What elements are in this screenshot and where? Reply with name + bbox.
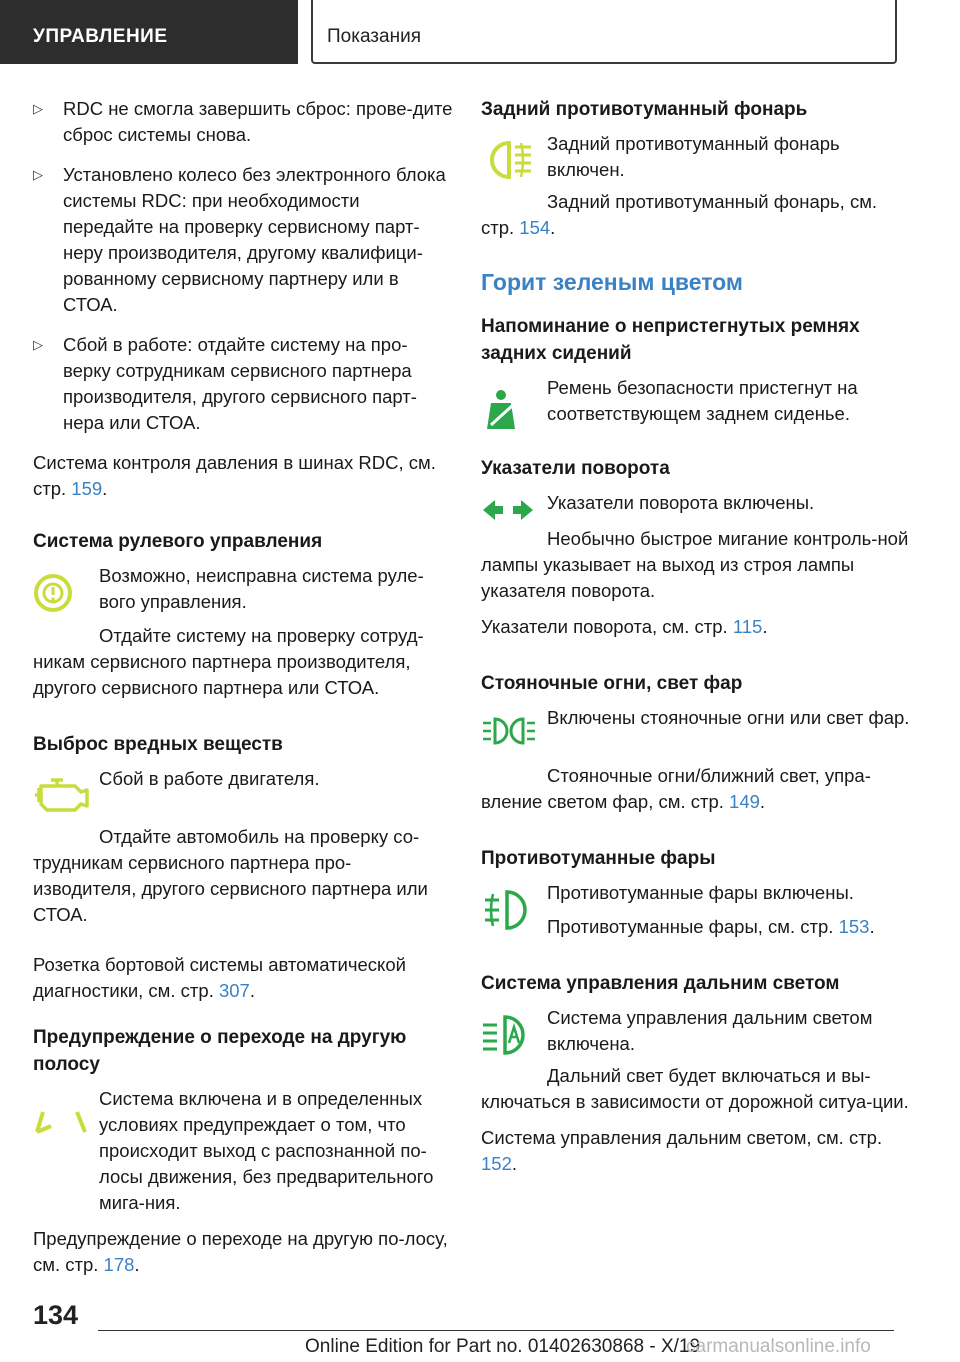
engine-check-icon <box>33 772 89 818</box>
page-link[interactable]: 153 <box>838 916 870 937</box>
belt-text: Ремень безопасности пристегнут на соответствующем заднем сиденье. <box>547 377 858 424</box>
frontfog-heading: Противотуманные фары <box>481 848 716 869</box>
frontfog-reference: Противотуманные фары, см. стр. 153. <box>547 916 875 937</box>
page-link[interactable]: 159 <box>71 478 103 499</box>
hba-text: Система управления дальним светом включена. <box>547 1007 873 1054</box>
page-link[interactable]: 152 <box>481 1153 512 1174</box>
footer-divider <box>98 1330 894 1331</box>
steering-heading: Система рулевого управления <box>33 531 323 552</box>
hba-heading: Система управления дальним светом <box>481 973 840 994</box>
section-label: УПРАВЛЕНИЕ <box>33 26 168 47</box>
belt-heading: Напоминание о непристегнутых ремнях задних сидений <box>481 316 860 364</box>
seatbelt-icon <box>481 389 537 435</box>
lane-departure-icon <box>33 1104 89 1150</box>
page-link[interactable]: 154 <box>519 217 551 238</box>
emission-text: Сбой в работе двигателя. <box>99 768 320 789</box>
left-column <box>33 96 453 1278</box>
park-text: Включены стояночные огни или свет фар. <box>547 707 910 728</box>
park-reference: Стояночные огни/ближний свет, упра-вление светом фар, см. стр. 149. <box>481 765 871 812</box>
high-beam-assist-icon <box>481 1011 537 1057</box>
list-item: ▷ Установлено колесо без электронного блока системы RDC: при необходимости передайте на проверку сервисному парт-неру производителя, другому квалифици-рованному сервисному партнеру или в СТОА. <box>33 164 446 315</box>
steering-warning-icon <box>33 569 89 615</box>
rearfog-text: Задний противотуманный фонарь включен. <box>547 133 840 180</box>
front-fog-icon <box>481 886 537 932</box>
green-section-heading: Горит зеленым цветом <box>481 269 743 295</box>
steering-text: Возможно, неисправна система руле-вого управления. <box>99 565 424 612</box>
rearfog-heading: Задний противотуманный фонарь <box>481 99 808 120</box>
page-link[interactable]: 178 <box>103 1254 135 1275</box>
parking-lights-icon <box>481 711 537 757</box>
watermark: carmanualsonline.info <box>686 1336 871 1357</box>
triangle-bullet-icon: ▷ <box>33 337 43 352</box>
rdc-reference: Система контроля давления в шинах RDC, см. стр. 159. <box>33 452 436 499</box>
frontfog-text: Противотуманные фары включены. <box>547 882 854 903</box>
hba-text: Дальний свет будет включаться и вы-ключаться в зависимости от дорожной ситуа-ции. <box>481 1065 909 1112</box>
emission-heading: Выброс вредных веществ <box>33 734 283 755</box>
hba-reference: Система управления дальним светом, см. стр. 152. <box>481 1127 883 1174</box>
right-column <box>481 96 911 1177</box>
triangle-bullet-icon: ▷ <box>33 167 43 182</box>
obd-reference: Розетка бортовой системы автоматической диагностики, см. стр. 307. <box>33 954 406 1001</box>
chapter-tab[interactable] <box>311 0 897 64</box>
page-header <box>0 0 960 66</box>
turn-text: Необычно быстрое мигание контроль-ной лампы указывает на выход из строя лампы указателя поворота. <box>481 528 909 601</box>
lane-text: Система включена и в определенных условиях предупреждает о том, что происходит выход с распознанной по-лосы движения, без предварительного мига-ния. <box>99 1088 434 1213</box>
page-link[interactable]: 149 <box>729 791 760 812</box>
rearfog-reference: Задний противотуманный фонарь, см. стр. 154. <box>481 191 878 238</box>
section-tab[interactable] <box>0 0 298 64</box>
emission-text: Отдайте автомобиль на проверку со-трудникам сервисного партнера про-изводителя, другого сервисного партнера или СТОА. <box>33 826 428 925</box>
rear-fog-icon <box>481 137 537 183</box>
turn-text: Указатели поворота включены. <box>547 492 815 513</box>
turn-heading: Указатели поворота <box>481 458 670 479</box>
page-link[interactable]: 115 <box>732 616 763 637</box>
list-item: ▷ RDC не смогла завершить сброс: прове-дите сброс системы снова. <box>33 98 453 145</box>
turn-reference: Указатели поворота, см. стр. 115. <box>481 616 768 637</box>
page-link[interactable]: 307 <box>218 980 250 1001</box>
list-item: ▷ Сбой в работе: отдайте систему на про-верку сотрудникам сервисного партнера производителя, другого сервисного парт-нера или СТОА. <box>33 334 417 433</box>
triangle-bullet-icon: ▷ <box>33 101 43 116</box>
edition-text: Online Edition for Part no. 01402630868 - X/19 <box>305 1336 701 1357</box>
park-heading: Стояночные огни, свет фар <box>481 673 743 694</box>
chapter-label: Показания <box>327 26 421 47</box>
steering-text: Отдайте систему на проверку сотруд-никам сервисного партнера производителя, другого сервисного партнера или СТОА. <box>33 625 424 698</box>
turn-signal-icon <box>481 498 537 544</box>
lane-heading: Предупреждение о переходе на другую полосу <box>33 1027 407 1075</box>
lane-reference: Предупреждение о переходе на другую по-лосу, см. стр. 178. <box>33 1228 448 1275</box>
page-number: 134 <box>33 1300 79 1330</box>
